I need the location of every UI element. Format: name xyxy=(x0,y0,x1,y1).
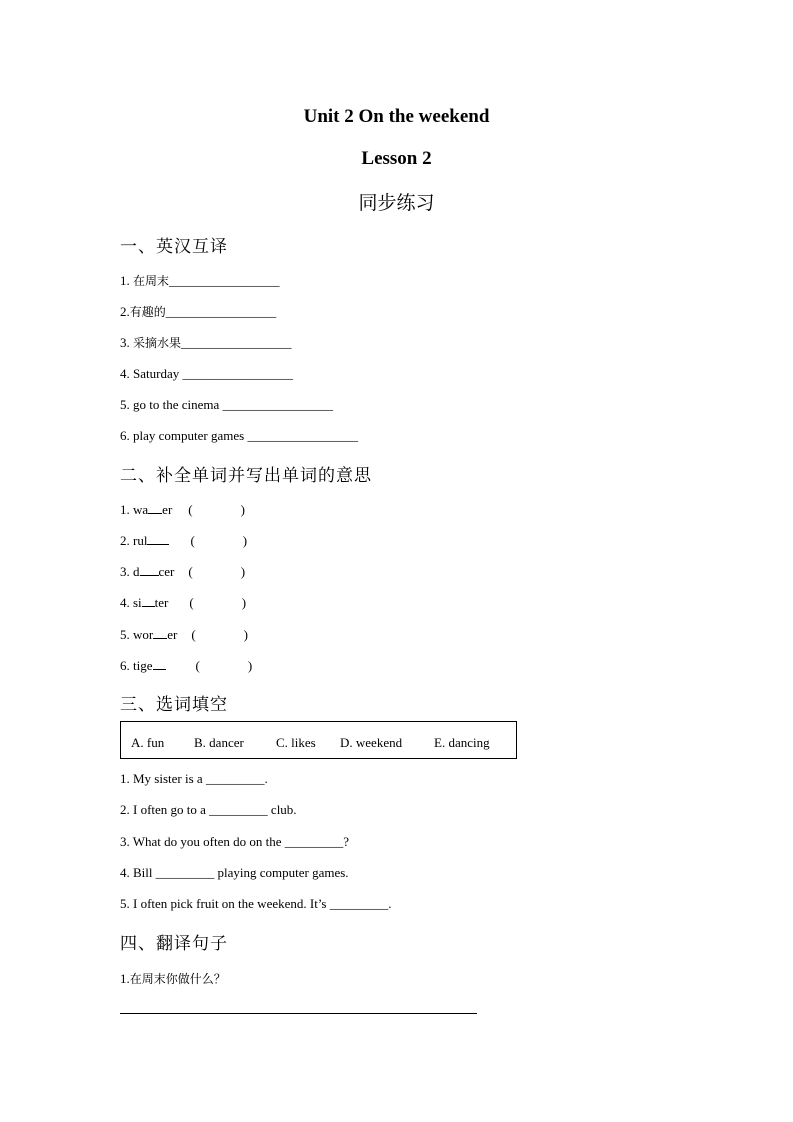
lesson-title: Lesson 2 xyxy=(361,148,432,169)
list-item: 2. rul ( ) xyxy=(120,533,248,548)
list-item: 6. play computer games _________________ xyxy=(120,428,358,443)
letter-blank[interactable] xyxy=(148,501,162,514)
letter-blank[interactable] xyxy=(147,532,169,545)
list-item: 1.在周末你做什么？ xyxy=(120,971,226,986)
list-item: 4. si ter ( ) xyxy=(120,595,247,610)
letter-blank[interactable] xyxy=(153,657,166,670)
list-item: 4. Saturday _________________ xyxy=(120,366,293,381)
letter-blank[interactable] xyxy=(140,563,159,576)
page-subtitle: 同步练习 xyxy=(358,192,435,214)
list-item: 5. wor er ( ) xyxy=(120,627,249,642)
answer-blank[interactable]: _________________ xyxy=(169,273,280,288)
answer-blank[interactable]: _________________ xyxy=(222,397,334,412)
word-option: B. dancer xyxy=(194,735,244,750)
word-bank-box xyxy=(120,721,517,759)
list-item: 2. I often go to a _________ club. xyxy=(120,802,297,817)
section-heading-fill-blanks: 三、选词填空 xyxy=(120,695,228,715)
list-item: 3. d cer ( ) xyxy=(120,564,246,579)
answer-line[interactable] xyxy=(120,1013,477,1014)
answer-blank[interactable]: _________________ xyxy=(165,304,277,319)
section-heading-translate-sentences: 四、翻译句子 xyxy=(120,934,228,954)
section-heading-translate: 一、英汉互译 xyxy=(120,237,228,257)
word-option: A. fun xyxy=(131,735,165,750)
letter-blank[interactable] xyxy=(153,626,167,639)
word-option: E. dancing xyxy=(434,735,490,750)
list-item: 5. I often pick fruit on the weekend. It’s _________. xyxy=(120,896,392,911)
list-item: 4. Bill _________ playing computer games. xyxy=(120,865,349,880)
word-option: C. likes xyxy=(276,735,316,750)
letter-blank[interactable] xyxy=(142,594,155,607)
list-item: 3. 采摘水果_________________ xyxy=(120,335,292,350)
list-item: 1. wa er ( ) xyxy=(120,502,245,517)
list-item: 6. tige ( ) xyxy=(120,658,253,673)
answer-blank[interactable]: _________________ xyxy=(247,428,358,443)
section-heading-complete-words: 二、补全单词并写出单词的意思 xyxy=(120,466,372,486)
list-item: 3. What do you often do on the _________? xyxy=(120,834,350,849)
list-item: 2.有趣的_________________ xyxy=(120,304,277,319)
list-item: 1. 在周末_________________ xyxy=(120,273,280,288)
page-title: Unit 2 On the weekend xyxy=(303,106,490,127)
answer-blank[interactable]: _________________ xyxy=(182,366,293,381)
list-item: 1. My sister is a _________. xyxy=(120,771,268,786)
answer-blank[interactable]: _________________ xyxy=(181,335,292,350)
word-option: D. weekend xyxy=(340,735,403,750)
list-item: 5. go to the cinema _________________ xyxy=(120,397,334,412)
